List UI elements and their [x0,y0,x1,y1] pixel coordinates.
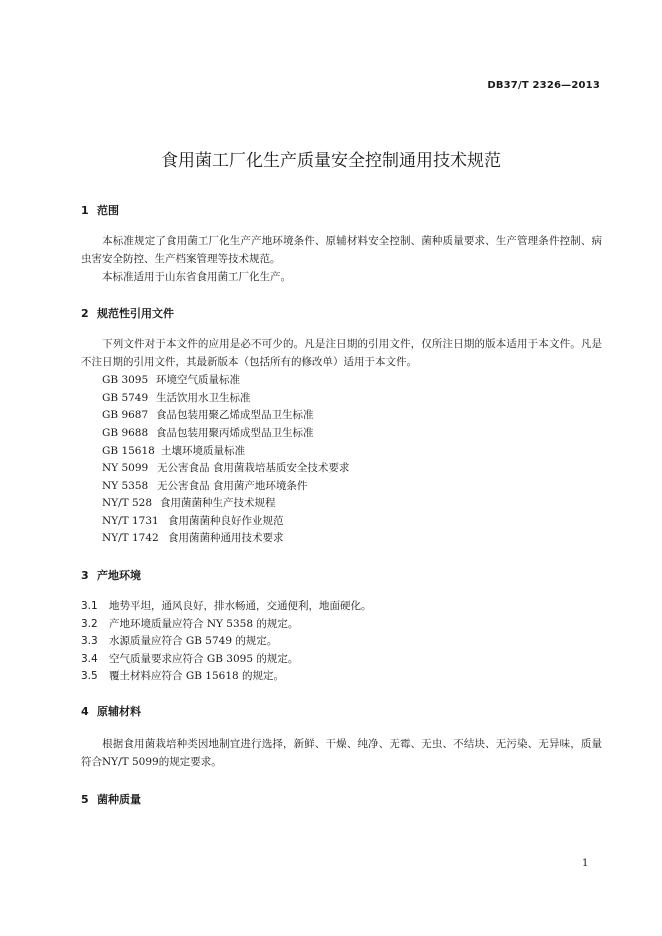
reference-name: 环境空气质量标准 [156,374,240,386]
section-title: 菌种质量 [97,793,141,806]
section-heading-4 [81,703,141,719]
clause [81,667,284,685]
reference-item [102,529,284,547]
paragraph-text: 本标准规定了食用菌工厂化生产产地环境条件、原辅材料安全控制、菌种质量要求、生产管理条件控制、病虫害安全防控、生产档案管理等技术规范。 [81,235,602,265]
clause-text: 产地环境质量应符合 NY 5358 的规定。 [109,618,299,630]
section-heading-2 [81,305,174,321]
reference-item [102,371,240,389]
reference-code: GB 5749 [102,392,149,404]
clause-text: 水源质量应符合 GB 5749 的规定。 [109,635,278,647]
document-number: DB37/T 2326—2013 [487,80,600,91]
reference-code: GB 9687 [102,409,149,421]
reference-name: 食品包装用聚丙烯成型品卫生标准 [156,427,314,439]
clause-number: 3.1 [81,600,98,612]
reference-item [102,494,276,512]
section-heading-1 [81,202,119,218]
clause [81,597,372,615]
reference-item [102,406,314,424]
paragraph [81,268,602,286]
reference-item [102,477,307,495]
reference-name: 食用菌菌种通用技术要求 [168,532,284,544]
section-number: 2 [81,307,89,320]
reference-name: 土壤环境质量标准 [161,445,245,457]
reference-item [102,389,251,407]
paragraph [81,735,602,771]
reference-code: GB 3095 [102,374,149,386]
paragraph-text: 下列文件对于本文件的应用是必不可少的。凡是注日期的引用文件，仅所注日期的版本适用于本文件。凡是不注日期的引用文件，其最新版本（包括所有的修改单）适用于本文件。 [81,338,602,368]
reference-item [102,459,349,477]
reference-item [102,424,314,442]
reference-name: 食用菌菌种良好作业规范 [168,515,284,527]
paragraph-text: 本标准适用于山东省食用菌工厂化生产。 [102,271,291,283]
page-number: 1 [582,858,589,869]
section-heading-3 [81,567,141,583]
section-number: 1 [81,204,89,217]
reference-code: GB 9688 [102,427,149,439]
reference-name: 无公害食品 食用菌栽培基质安全技术要求 [157,462,350,474]
reference-item [102,442,245,460]
section-title: 规范性引用文件 [97,307,174,320]
clause-number: 3.5 [81,670,98,682]
reference-code: NY/T 1742 [102,532,159,544]
section-title: 产地环境 [97,569,141,582]
paragraph [81,232,602,268]
reference-code: NY/T 1731 [102,515,159,527]
section-title: 原辅材料 [97,705,141,718]
section-number: 3 [81,569,89,582]
clause-number: 3.2 [81,618,98,630]
reference-name: 食品包装用聚乙烯成型品卫生标准 [156,409,314,421]
reference-name: 生活饮用水卫生标准 [156,392,251,404]
reference-code: GB 15618 [102,445,155,457]
reference-code: NY/T 528 [102,497,153,509]
section-heading-5 [81,791,141,807]
paragraph [81,335,602,371]
reference-name: 食用菌菌种生产技术规程 [160,497,276,509]
reference-name: 无公害食品 食用菌产地环境条件 [157,480,308,492]
clause [81,615,298,633]
clause-text: 覆土材料应符合 GB 15618 的规定。 [109,670,285,682]
section-number: 5 [81,793,89,806]
paragraph-text: 根据食用菌栽培种类因地制宜进行选择，新鲜、干燥、纯净、无霉、无虫、不结块、无污染、无异味，质量符合NY/T 5099的规定要求。 [81,738,602,768]
clause [81,650,298,668]
clause-number: 3.3 [81,635,98,647]
reference-item [102,512,284,530]
clause [81,632,277,650]
reference-code: NY 5358 [102,480,149,492]
clause-number: 3.4 [81,653,98,665]
section-title: 范围 [97,204,119,217]
document-title: 食用菌工厂化生产质量安全控制通用技术规范 [161,151,501,171]
clause-text: 地势平坦，通风良好，排水畅通，交通便利，地面硬化。 [109,600,372,612]
reference-code: NY 5099 [102,462,149,474]
section-number: 4 [81,705,89,718]
clause-text: 空气质量要求应符合 GB 3095 的规定。 [109,653,299,665]
